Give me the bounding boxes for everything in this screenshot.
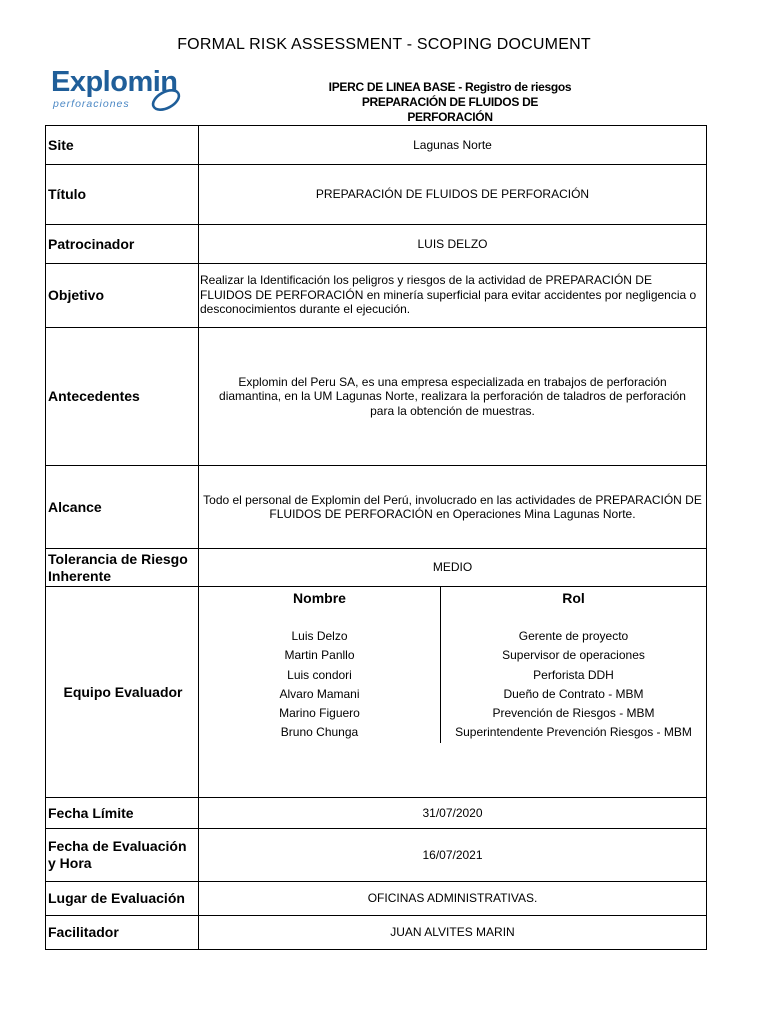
team-member-role: Prevención de Riesgos - MBM — [492, 706, 655, 721]
team-member-name: Bruno Chunga — [280, 725, 359, 740]
row-objetivo — [46, 264, 707, 328]
team-member-name: Martin Panllo — [284, 648, 355, 663]
row-patrocinador — [46, 225, 707, 264]
patrocinador-label: Patrocinador — [46, 225, 199, 264]
team-member-role: Superintendente Prevención Riesgos - MBM — [455, 725, 692, 740]
titulo-label: Título — [46, 165, 199, 225]
team-member-name: Luis condori — [287, 667, 352, 682]
row-antecedentes — [46, 328, 707, 466]
fecha-limite-value: 31/07/2020 — [199, 798, 707, 829]
antecedentes-label: Antecedentes — [46, 328, 199, 466]
team-names-column — [199, 587, 441, 743]
team-member-name: Alvaro Mamani — [279, 686, 360, 701]
facilitador-value: JUAN ALVITES MARIN — [199, 916, 707, 950]
alcance-label: Alcance — [46, 466, 199, 549]
row-titulo — [46, 165, 707, 225]
row-facilitador — [46, 916, 707, 950]
team-member-role: Supervisor de operaciones — [502, 648, 645, 663]
site-label: Site — [46, 126, 199, 165]
patrocinador-value: LUIS DELZO — [199, 225, 707, 264]
rol-list — [441, 627, 706, 743]
document-subtitle — [322, 80, 578, 125]
team-table — [199, 587, 706, 743]
fecha-evaluacion-value: 16/07/2021 — [199, 829, 707, 882]
nombre-header: Nombre — [293, 590, 346, 606]
row-fecha-evaluacion — [46, 829, 707, 882]
team-roles-column — [441, 587, 706, 743]
tolerancia-value: MEDIO — [199, 549, 707, 587]
fecha-evaluacion-label: Fecha de Evaluación y Hora — [46, 829, 199, 882]
equipo-value — [199, 587, 707, 798]
lugar-label: Lugar de Evaluación — [46, 882, 199, 916]
subtitle-line-2: PREPARACIÓN DE FLUIDOS DE PERFORACIÓN — [361, 95, 539, 124]
team-member-role: Gerente de proyecto — [518, 629, 629, 643]
team-member-name: Marino Figuero — [279, 706, 360, 721]
scoping-form-table — [45, 125, 707, 950]
row-lugar — [46, 882, 707, 916]
row-equipo — [46, 587, 707, 798]
row-site — [46, 126, 707, 165]
row-alcance — [46, 466, 707, 549]
document-title: FORMAL RISK ASSESSMENT - SCOPING DOCUMENT — [177, 36, 591, 53]
antecedentes-value: Explomin del Peru SA, es una empresa especializada en trabajos de perforación diamantina, en la UM Lagunas Norte, realizara la perforación de taladros de perforación para la obtención de muestras. — [199, 328, 707, 466]
logo-wordmark: Explomin — [51, 66, 178, 98]
row-tolerancia — [46, 549, 707, 587]
tolerancia-label: Tolerancia de Riesgo Inherente — [46, 549, 199, 587]
team-member-role: Perforista DDH — [533, 667, 614, 682]
team-member-role: Dueño de Contrato - MBM — [503, 686, 644, 701]
titulo-value: PREPARACIÓN DE FLUIDOS DE PERFORACIÓN — [199, 165, 707, 225]
team-member-name: Luis Delzo — [291, 629, 348, 643]
site-value: Lagunas Norte — [199, 126, 707, 165]
rol-header: Rol — [562, 590, 585, 606]
row-fecha-limite — [46, 798, 707, 829]
nombre-list — [199, 627, 440, 743]
facilitador-label: Facilitador — [46, 916, 199, 950]
logo-tagline: perforaciones — [53, 98, 130, 110]
fecha-limite-label: Fecha Límite — [46, 798, 199, 829]
alcance-value: Todo el personal de Explomin del Perú, involucrado en las actividades de PREPARACIÓN DE FLUIDOS DE PERFORACIÓN en Operaciones Mina Lagunas Norte. — [199, 466, 707, 549]
objetivo-value: Realizar la Identificación los peligros y riesgos de la actividad de PREPARACIÓN DE FLUIDOS DE PERFORACIÓN en minería superficial para evitar accidentes por negligencia o desconocimientos durante el ejecución. — [199, 264, 707, 328]
objetivo-label: Objetivo — [46, 264, 199, 328]
equipo-label: Equipo Evaluador — [46, 587, 199, 798]
explomin-logo — [50, 66, 190, 126]
lugar-value: OFICINAS ADMINISTRATIVAS. — [199, 882, 707, 916]
subtitle-line-1: IPERC DE LINEA BASE - Registro de riesgos — [328, 80, 572, 94]
